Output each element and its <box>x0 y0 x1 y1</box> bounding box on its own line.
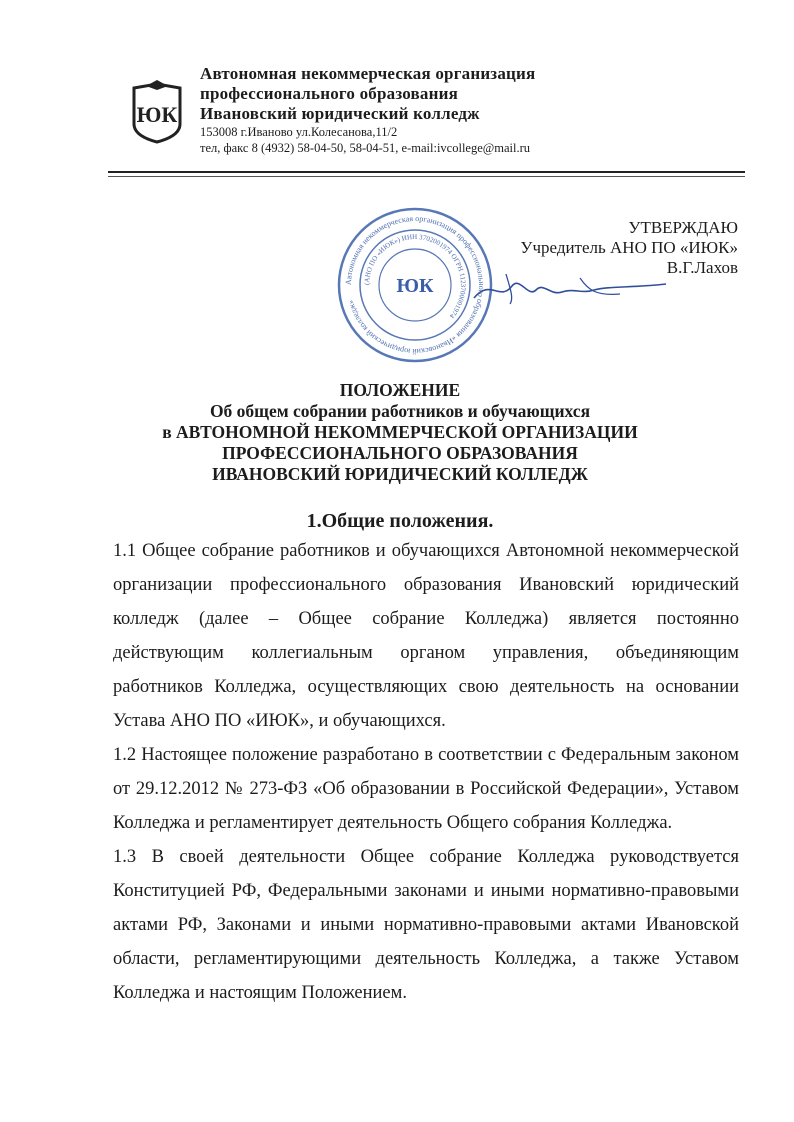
org-address: 153008 г.Иваново ул.Колесанова,11/2 <box>200 125 398 139</box>
paragraph-1-3: 1.3 В своей деятельности Общее собрание Колледжа руководствуется Конституцией РФ, Федеральными законами и иными нормативно-правовыми актами РФ, Законами и иными нормативно-правовыми актами Ивановской области, регламентирующими деятельность Колледжа, а также Уставом Колледжа и настоящим Положением. <box>113 847 739 1003</box>
approval-position: Учредитель АНО ПО «ИЮК» <box>520 238 738 257</box>
title-line1: ПОЛОЖЕНИЕ <box>339 380 461 400</box>
logo-text: ЮК <box>136 102 178 127</box>
approval-block <box>520 218 738 278</box>
title-line4: ПРОФЕССИОНАЛЬНОГО ОБРАЗОВАНИЯ <box>222 443 578 463</box>
org-contacts: тел, факс 8 (4932) 58-04-50, 58-04-51, e-mail:ivcollege@mail.ru <box>200 141 531 155</box>
org-name-line1: Автономная некоммерческая организация <box>200 64 536 83</box>
organization-header <box>200 64 760 156</box>
section-heading: 1.Общие положения. <box>306 510 494 532</box>
title-line2: Об общем собрании работников и обучающихся <box>209 401 591 421</box>
header-divider-thin <box>108 176 745 177</box>
org-name-line2: профессионального образования <box>200 84 458 103</box>
stamp-inner-text: (АНО ПО «ИЮК») ИНН 3702001974 ОГРН 1123700001974 <box>362 232 468 320</box>
document-body <box>113 534 739 1010</box>
title-line3: в АВТОНОМНОЙ НЕКОММЕРЧЕСКОЙ ОРГАНИЗАЦИИ <box>162 422 638 442</box>
paragraph-1-2: 1.2 Настоящее положение разработано в соответствии с Федеральным законом от 29.12.2012 № 273-ФЗ «Об образовании в Российской Федерации», Уставом Колледжа и регламентирует деятельность Общего собрания Колледжа. <box>113 745 739 833</box>
org-name-line3: Ивановский юридический колледж <box>200 104 480 123</box>
approval-title: УТВЕРЖДАЮ <box>628 218 738 237</box>
paragraph-1-1: 1.1 Общее собрание работников и обучающихся Автономной некоммерческой организации профессионального образования Ивановский юридический колледж (далее – Общее собрание Колледжа) является постоянно действующим коллегиальным органом управления, объединяющим работников Колледжа, осуществляющих свою деятельность на основании Устава АНО ПО «ИЮК», и обучающихся. <box>113 541 739 731</box>
title-line5: ИВАНОВСКИЙ ЮРИДИЧЕСКИЙ КОЛЛЕДЖ <box>212 464 588 484</box>
document-title <box>60 380 740 485</box>
stamp-center-text: ЮК <box>396 275 434 297</box>
stamp-outer-text: Автономная некоммерческая организация профессионального образования «Ивановский юридический колледж» <box>343 213 487 357</box>
college-logo <box>126 80 188 144</box>
approval-signatory: В.Г.Лахов <box>666 258 738 277</box>
header-divider <box>108 171 745 173</box>
